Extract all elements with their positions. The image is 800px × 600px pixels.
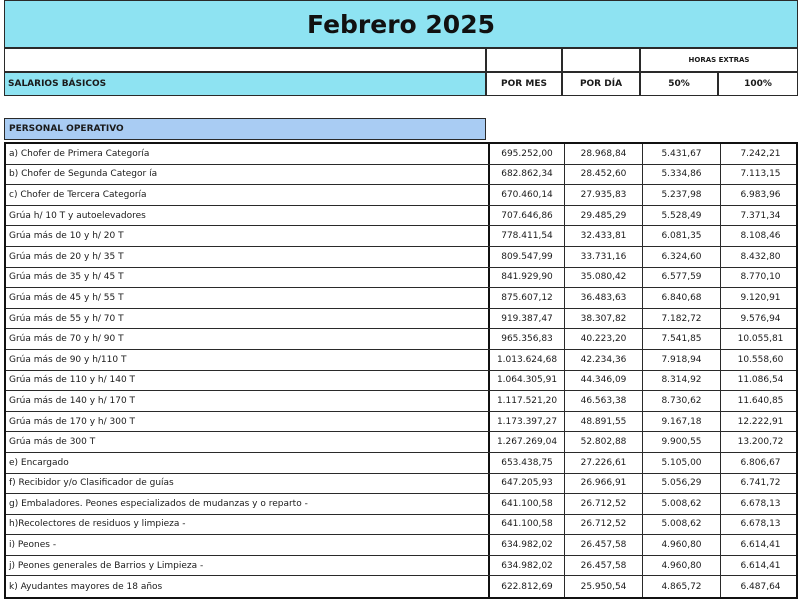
row-por-dia: 35.080,42 [564, 268, 642, 288]
row-label: e) Encargado [9, 457, 69, 468]
row-horas-100: 12.222,91 [720, 412, 800, 432]
row-horas-50: 6.577,59 [642, 268, 720, 288]
row-por-dia: 26.712,52 [564, 494, 642, 514]
row-por-mes: 695.252,00 [488, 144, 564, 164]
row-horas-50: 6.081,35 [642, 226, 720, 246]
row-horas-50: 5.008,62 [642, 515, 720, 535]
table-row [6, 185, 796, 206]
header-blank-label [4, 48, 486, 72]
row-horas-100: 6.983,96 [720, 185, 800, 205]
row-por-mes: 778.411,54 [488, 226, 564, 246]
row-por-mes: 965.356,83 [488, 329, 564, 349]
row-label: h)Recolectores de residuos y limpieza - [9, 519, 186, 530]
table-row [6, 329, 796, 350]
row-horas-100: 6.614,41 [720, 556, 800, 576]
table-row [6, 453, 796, 474]
row-horas-100: 6.678,13 [720, 494, 800, 514]
row-label: Grúa más de 35 y h/ 45 T [9, 272, 124, 283]
row-label: Grúa más de 10 y h/ 20 T [9, 231, 124, 242]
row-por-mes: 670.460,14 [488, 185, 564, 205]
row-horas-100: 9.576,94 [720, 309, 800, 329]
row-por-mes: 682.862,34 [488, 165, 564, 185]
pct-50-header: 50% [640, 72, 718, 96]
row-por-dia: 46.563,38 [564, 391, 642, 411]
row-por-dia: 32.433,81 [564, 226, 642, 246]
row-por-mes: 647.205,93 [488, 474, 564, 494]
row-por-dia: 26.457,58 [564, 556, 642, 576]
row-horas-50: 7.182,72 [642, 309, 720, 329]
row-horas-100: 6.806,67 [720, 453, 800, 473]
row-horas-50: 5.008,62 [642, 494, 720, 514]
page-title: Febrero 2025 [307, 9, 495, 39]
row-por-mes: 622.812,69 [488, 576, 564, 597]
row-label: k) Ayudantes mayores de 18 años [9, 581, 163, 592]
table-row [6, 535, 796, 556]
row-horas-100: 7.371,34 [720, 206, 800, 226]
table-row [6, 432, 796, 453]
row-por-mes: 653.438,75 [488, 453, 564, 473]
row-horas-100: 7.113,15 [720, 165, 800, 185]
header-row-top [4, 48, 798, 72]
pct-100-header: 100% [718, 72, 798, 96]
row-por-dia: 52.802,88 [564, 432, 642, 452]
row-label: Grúa más de 110 y h/ 140 T [9, 375, 136, 386]
row-horas-50: 8.314,92 [642, 371, 720, 391]
table-row [6, 391, 796, 412]
row-label: j) Peones generales de Barrios y Limpieza - [9, 560, 204, 571]
header-blank-dia [562, 48, 640, 72]
table-row [6, 288, 796, 309]
row-horas-100: 8.108,46 [720, 226, 800, 246]
row-horas-50: 8.730,62 [642, 391, 720, 411]
row-por-mes: 841.929,90 [488, 268, 564, 288]
row-label: Grúa más de 140 y h/ 170 T [9, 395, 136, 406]
row-horas-100: 8.432,80 [720, 247, 800, 267]
row-horas-100: 10.055,81 [720, 329, 800, 349]
row-por-dia: 36.483,63 [564, 288, 642, 308]
row-label: f) Recibidor y/o Clasificador de guías [9, 478, 174, 489]
table-row [6, 226, 796, 247]
row-horas-50: 7.918,94 [642, 350, 720, 370]
row-horas-100: 6.741,72 [720, 474, 800, 494]
table-row [6, 474, 796, 495]
row-horas-100: 11.640,85 [720, 391, 800, 411]
row-horas-50: 4.960,80 [642, 535, 720, 555]
row-label: i) Peones - [9, 540, 57, 551]
row-por-mes: 1.173.397,27 [488, 412, 564, 432]
section-header: PERSONAL OPERATIVO [4, 118, 486, 140]
row-por-mes: 1.267.269,04 [488, 432, 564, 452]
table-row [6, 576, 796, 597]
table-row [6, 144, 796, 165]
horas-extras-header: HORAS EXTRAS [640, 48, 798, 72]
row-por-mes: 1.117.521,20 [488, 391, 564, 411]
row-horas-100: 8.770,10 [720, 268, 800, 288]
row-por-dia: 38.307,82 [564, 309, 642, 329]
por-mes-header: POR MES [486, 72, 562, 96]
row-label: c) Chofer de Tercera Categoría [9, 189, 147, 200]
row-horas-50: 5.528,49 [642, 206, 720, 226]
row-horas-50: 6.324,60 [642, 247, 720, 267]
row-horas-50: 6.840,68 [642, 288, 720, 308]
row-por-mes: 707.646,86 [488, 206, 564, 226]
row-por-dia: 27.226,61 [564, 453, 642, 473]
row-por-dia: 40.223,20 [564, 329, 642, 349]
row-por-dia: 48.891,55 [564, 412, 642, 432]
row-por-dia: 27.935,83 [564, 185, 642, 205]
row-horas-50: 9.900,55 [642, 432, 720, 452]
row-label: Grúa más de 20 y h/ 35 T [9, 251, 124, 262]
row-por-dia: 28.452,60 [564, 165, 642, 185]
salary-table [4, 142, 798, 599]
row-horas-100: 9.120,91 [720, 288, 800, 308]
row-por-dia: 29.485,29 [564, 206, 642, 226]
header-blank-mes [486, 48, 562, 72]
row-por-mes: 1.064.305,91 [488, 371, 564, 391]
row-por-dia: 33.731,16 [564, 247, 642, 267]
row-label: b) Chofer de Segunda Categor ía [9, 169, 158, 180]
row-por-mes: 875.607,12 [488, 288, 564, 308]
row-por-dia: 26.712,52 [564, 515, 642, 535]
table-row [6, 268, 796, 289]
title-band [4, 0, 798, 48]
row-por-dia: 44.346,09 [564, 371, 642, 391]
row-por-mes: 634.982,02 [488, 556, 564, 576]
table-row [6, 206, 796, 227]
row-por-dia: 25.950,54 [564, 576, 642, 597]
row-horas-100: 6.678,13 [720, 515, 800, 535]
row-horas-50: 5.237,98 [642, 185, 720, 205]
row-por-mes: 809.547,99 [488, 247, 564, 267]
row-horas-100: 13.200,72 [720, 432, 800, 452]
row-por-mes: 641.100,58 [488, 515, 564, 535]
row-label: Grúa más de 70 y h/ 90 T [9, 334, 124, 345]
header-row-columns [4, 72, 798, 96]
row-horas-50: 5.056,29 [642, 474, 720, 494]
row-label: Grúa más de 55 y h/ 70 T [9, 313, 124, 324]
row-por-mes: 634.982,02 [488, 535, 564, 555]
row-horas-50: 9.167,18 [642, 412, 720, 432]
row-label: Grúa más de 90 y h/110 T [9, 354, 127, 365]
row-label: Grúa más de 170 y h/ 300 T [9, 416, 136, 427]
row-label: Grúa más de 45 y h/ 55 T [9, 292, 124, 303]
row-horas-50: 5.334,86 [642, 165, 720, 185]
row-por-dia: 28.968,84 [564, 144, 642, 164]
row-por-mes: 919.387,47 [488, 309, 564, 329]
row-por-dia: 42.234,36 [564, 350, 642, 370]
por-dia-header: POR DÍA [562, 72, 640, 96]
row-label: Grúa h/ 10 T y autoelevadores [9, 210, 146, 221]
row-por-mes: 1.013.624,68 [488, 350, 564, 370]
table-row [6, 412, 796, 433]
row-horas-100: 6.614,41 [720, 535, 800, 555]
table-row [6, 556, 796, 577]
row-horas-50: 4.865,72 [642, 576, 720, 597]
table-row [6, 494, 796, 515]
row-label: Grúa más de 300 T [9, 437, 96, 448]
row-por-dia: 26.457,58 [564, 535, 642, 555]
row-horas-50: 7.541,85 [642, 329, 720, 349]
row-por-dia: 26.966,91 [564, 474, 642, 494]
table-row [6, 247, 796, 268]
row-horas-50: 4.960,80 [642, 556, 720, 576]
row-horas-50: 5.105,00 [642, 453, 720, 473]
row-por-mes: 641.100,58 [488, 494, 564, 514]
salary-sheet [4, 0, 798, 600]
row-label: a) Chofer de Primera Categoría [9, 148, 150, 159]
salarios-basicos-header: SALARIOS BÁSICOS [4, 72, 486, 96]
table-row [6, 371, 796, 392]
row-horas-50: 5.431,67 [642, 144, 720, 164]
row-horas-100: 10.558,60 [720, 350, 800, 370]
table-row [6, 515, 796, 536]
row-horas-100: 7.242,21 [720, 144, 800, 164]
table-row [6, 165, 796, 186]
row-horas-100: 11.086,54 [720, 371, 800, 391]
table-row [6, 309, 796, 330]
table-row [6, 350, 796, 371]
row-label: g) Embaladores. Peones especializados de mudanzas y o reparto - [9, 498, 308, 509]
row-horas-100: 6.487,64 [720, 576, 800, 597]
